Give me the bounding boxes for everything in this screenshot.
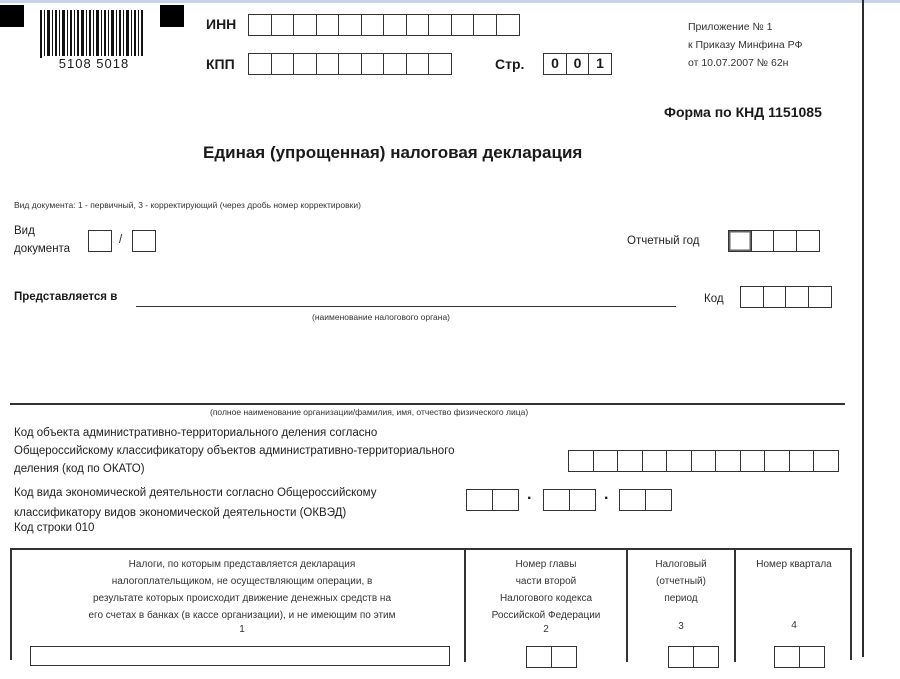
tax-period-field[interactable]: [668, 646, 717, 668]
quarter-number-field[interactable]: [774, 646, 823, 668]
doc-type-field[interactable]: [88, 230, 111, 252]
top-border: [0, 0, 900, 3]
report-year-field[interactable]: [728, 230, 818, 252]
chapter-number-field[interactable]: [526, 646, 575, 668]
kpp-label: КПП: [206, 56, 235, 72]
tax-authority-field[interactable]: [136, 286, 676, 307]
corner-marker-right: [160, 5, 184, 27]
barcode-icon: [38, 10, 146, 60]
report-year-label: Отчетный год: [627, 235, 700, 247]
inn-label: ИНН: [206, 16, 237, 32]
org-name-field[interactable]: [10, 403, 845, 405]
org-name-caption: (полное наименование организации/фамилия, имя, отчество физического лица): [210, 407, 529, 417]
page-number-field[interactable]: 0 0 1: [543, 53, 611, 75]
okved-separator-2: ·: [604, 490, 610, 507]
tax-name-field[interactable]: [30, 646, 450, 666]
table-header-col2: Номер главы части второй Налогового кодекса Российской Федерации 2: [491, 559, 601, 635]
tax-authority-caption: (наименование налогового органа): [312, 312, 451, 322]
page-label: Стр.: [495, 56, 525, 72]
corner-marker-left: [0, 5, 24, 27]
table-header-col1: Налоги, по которым представляется декларация налогоплательщиком, не осуществляющим операции, в результате которых происходит движение денежных средств на его счетах в банках (в кассе организации), и не имеющим по этим 1: [88, 559, 396, 635]
okved-separator-1: ·: [527, 490, 533, 507]
code-label: Код: [704, 293, 724, 305]
taxes-table: [10, 548, 852, 660]
inn-field[interactable]: [248, 14, 518, 36]
page-title: Единая (упрощенная) налоговая декларация: [203, 143, 583, 162]
doc-type-slash: /: [119, 234, 123, 246]
okato-field[interactable]: [568, 450, 838, 472]
submitted-to-label: Представляется в: [14, 291, 118, 303]
table-header-col3: Налоговый (отчетный) период 3: [655, 559, 707, 632]
okato-label: Код объекта административно-территориального деления согласно Общероссийскому классификатору объектов административно-территориального деления (код по ОКАТО): [14, 427, 455, 475]
appendix-note: Приложение № 1 к Приказу Минфина РФ от 10.07.2007 № 62н: [688, 21, 803, 69]
barcode-number: 5108 5018: [42, 56, 146, 71]
okved-field-2[interactable]: [543, 489, 594, 511]
okved-field-3[interactable]: [619, 489, 670, 511]
form-code: Форма по КНД 1151085: [664, 104, 822, 120]
correction-number-field[interactable]: [132, 230, 155, 252]
doc-type-hint: Вид документа: 1 - первичный, 3 - корректирующий (через дробь номер корректировки): [14, 200, 361, 210]
kpp-field[interactable]: [248, 53, 451, 75]
table-header-col4: Номер квартала 4: [756, 559, 832, 631]
doc-type-label: Вид документа: [14, 225, 71, 255]
page-right-edge: [862, 0, 864, 657]
tax-authority-code-field[interactable]: [740, 286, 830, 308]
okved-label: Код вида экономической деятельности согласно Общероссийскому классификатору видов экономической деятельности (ОКВЭД): [14, 487, 377, 519]
okved-field-1[interactable]: [466, 489, 517, 511]
line-code-label: Код строки 010: [14, 522, 95, 534]
